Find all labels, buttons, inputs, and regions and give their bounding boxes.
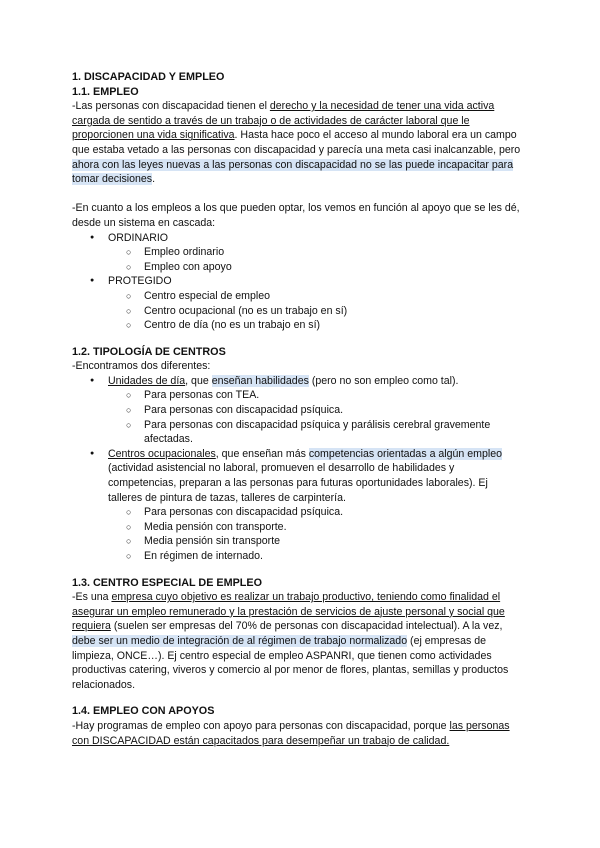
list-item: ● ORDINARIO ○ Empleo ordinario ○ Empleo con apoyo — [72, 231, 524, 275]
list-item: ○ Centro especial de empleo — [108, 289, 524, 304]
list-item: ● Centros ocupacionales, que enseñan más competencias orientadas a algún empleo (actividad asistencial no laboral, promueven el desarrollo de habilidades y competencias, preparan a las personas para futuras oportunidades laborales). Ej talleres de pintura de tazas, talleres de carpintería. ○ Para personas con discapacidad psíquica. ○ Media pensión con transporte. ○ Media pensión sin transporte ○ En régimen de internado. — [72, 447, 524, 564]
list-item: ● Unidades de día, que enseñan habilidades (pero no son empleo como tal). ○ Para personas con TEA. ○ Para personas con discapacidad psíquica. ○ Para personas con discapacidad psíquica y parálisis cerebral gravemente afectadas. — [72, 374, 524, 447]
list-item: ○ Para personas con discapacidad psíquica. — [108, 403, 524, 418]
underlined-text: empresa cuyo objetivo es realizar un trabajo productivo, teniendo como finalidad el asegurar un empleo remunerado y la prestación de servicios de ajuste personal y social que requiera — [72, 591, 505, 633]
underlined-text: derecho y la necesidad de tener una vida activa cargada de sentido a través de un trabajo o de actividades de carácter laboral que le proporcionen una vida significativa — [72, 100, 495, 142]
list-item: ○ Empleo ordinario — [108, 245, 524, 260]
document-page — [72, 70, 524, 748]
center-types-list — [72, 374, 524, 564]
list-item: ○ Empleo con apoyo — [108, 260, 524, 275]
list-item: ○ En régimen de internado. — [108, 549, 524, 564]
subsection-title-empleo-apoyos: 1.4. EMPLEO CON APOYOS — [72, 705, 215, 718]
list-item: ● PROTEGIDO ○ Centro especial de empleo ○ Centro ocupacional (no es un trabajo en sí) ○ Centro de día (no es un trabajo en sí) — [72, 274, 524, 332]
subsection-title-tipologia: 1.2. TIPOLOGÍA DE CENTROS — [72, 345, 226, 358]
paragraph-empleo-cascada: -En cuanto a los empleos a los que pueden optar, los vemos en función al apoyo que se les dé, desde un sistema en cascada: — [72, 202, 520, 229]
paragraph-empleo-apoyos: -Hay programas de empleo con apoyo para personas con discapacidad, porque las personas con DISCAPACIDAD están capacitados para desempeñar un trabajo de calidad. — [72, 719, 510, 747]
paragraph-centro-especial: -Es una empresa cuyo objetivo es realizar un trabajo productivo, teniendo como finalidad el asegurar un empleo remunerado y la prestación de servicios de ajuste personal y social que requiera (suelen ser empresas del 70% de personas con discapacidad intelectual). A la vez, debe ser un medio de integración de al régimen de trabajo normalizado (ej empresas de limpieza, ONCE…). Ej centro especial de empleo ASPANRI, que tienen como actividades productivas catering, viveros y comercio al por menor de flores, plantas, semillas y productos relacionados. — [72, 591, 509, 691]
paragraph-empleo-intro: -Las personas con discapacidad tienen el derecho y la necesidad de tener una vida activa cargada de sentido a través de un trabajo o de actividades de carácter laboral que le proporcionen una vida significativa. Hasta hace poco el acceso al mundo laboral era un campo que estaba vetado a las personas con discapacidad y parecía una meta casi inalcanzable, pero ahora con las leyes nuevas a las personas con discapacidad no se las puede incapacitar para tomar decisiones. — [72, 100, 521, 186]
list-item: ○ Centro de día (no es un trabajo en sí) — [108, 318, 524, 333]
list-item: ○ Media pensión con transporte. — [108, 520, 524, 535]
paragraph-tipologia-intro: -Encontramos dos diferentes: — [72, 360, 211, 373]
highlighted-text: ahora con las leyes nuevas a las personas con discapacidad no se las puede incapacitar para tomar decisiones — [72, 158, 514, 186]
subsection-title-centro-especial: 1.3. CENTRO ESPECIAL DE EMPLEO — [72, 576, 262, 589]
list-item: ○ Para personas con discapacidad psíquica y parálisis cerebral gravemente afectadas. — [108, 418, 524, 447]
subsection-title-empleo: 1.1. EMPLEO — [72, 85, 139, 98]
list-item: ○ Para personas con TEA. — [108, 388, 524, 403]
list-item: ○ Para personas con discapacidad psíquica. — [108, 505, 524, 520]
highlighted-text: debe ser un medio de integración de al régimen de trabajo normalizado — [72, 634, 408, 647]
employment-cascade-list — [72, 231, 524, 333]
section-title: 1. DISCAPACIDAD Y EMPLEO — [72, 71, 225, 83]
underlined-text: las personas con DISCAPACIDAD están capacitados para desempeñar un trabajo de calidad. — [72, 719, 510, 747]
list-item: ○ Centro ocupacional (no es un trabajo en sí) — [108, 304, 524, 319]
list-item: ○ Media pensión sin transporte — [108, 534, 524, 549]
